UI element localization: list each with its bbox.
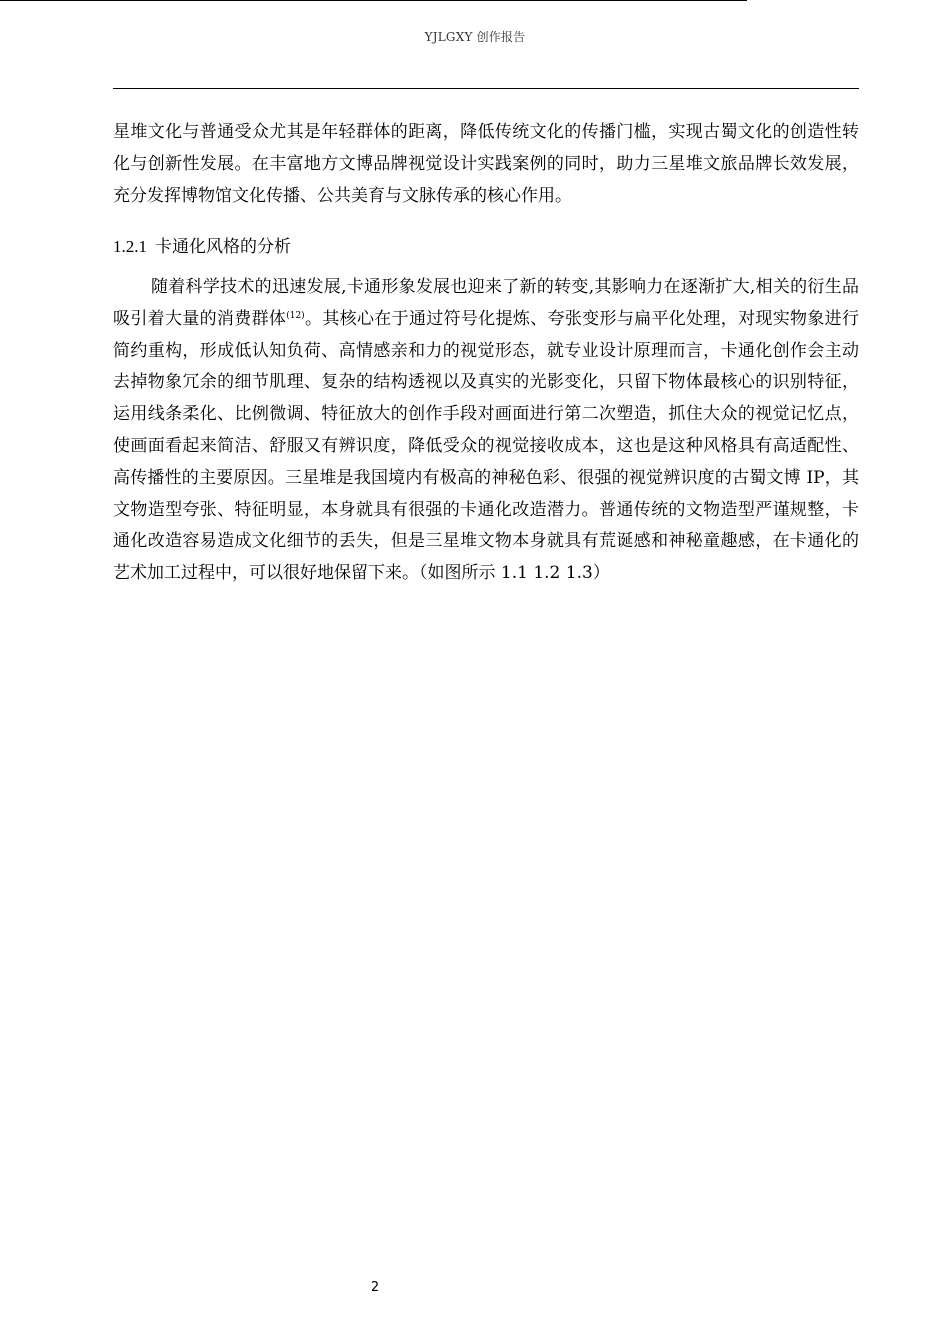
section-number: 1.2.1 [113,237,147,256]
paragraph-continuation: 星堆文化与普通受众尤其是年轻群体的距离，降低传统文化的传播门槛，实现古蜀文化的创造性转化与创新性发展。在丰富地方文博品牌视觉设计实践案例的同时，助力三星堆文旅品牌长效发展，充分发挥博物馆文化传播、公共美育与文脉传承的核心作用。 [113,122,859,206]
paragraph-text-part1: 随着科学技术的迅速发展,卡通形象发展也迎来了新的转变,其影响力在逐渐扩大,相关的衍生品吸引着大量的消费群体 [113,277,859,329]
section-title: 卡通化风格的分析 [155,237,291,257]
header-divider [113,88,859,89]
running-header: YJLGXY 创作报告 [424,30,526,44]
page-number: 2 [370,1280,380,1295]
citation-reference: (12) [286,310,305,321]
paragraph-text-part2: 。其核心在于通过符号化提炼、夸张变形与扁平化处理，对现实物象进行简约重构，形成低认知负荷、高情感亲和力的视觉形态，就专业设计原理而言，卡通化创作会主动去掉物象冗余的细节肌理、复杂的结构透视以及真实的光影变化，只留下物体最核心的识别特征，运用线条柔化、比例微调、特征放大的创作手段对画面进行第二次塑造，抓住大众的视觉记忆点，使画面看起来简洁、舒服又有辨识度，降低受众的视觉接收成本，这也是这种风格具有高适配性、高传播性的主要原因。三星堆是我国境内有极高的神秘色彩、很强的视觉辨识度的古蜀文博 IP，其文物造型夸张、特征明显，本身就具有很强的卡通化改造潜力。普通传统的文物造型严谨规整，卡通化改造容易造成文化细节的丢失，但是三星堆文物本身就具有荒诞感和神秘童趣感，在卡通化的艺术加工过程中，可以很好地保留下来。（如图所示 1.1 1.2 1.3） [113,308,859,584]
top-border-line [0,0,747,1]
section-heading [113,232,859,262]
paragraph-cartoon-analysis [113,272,859,590]
